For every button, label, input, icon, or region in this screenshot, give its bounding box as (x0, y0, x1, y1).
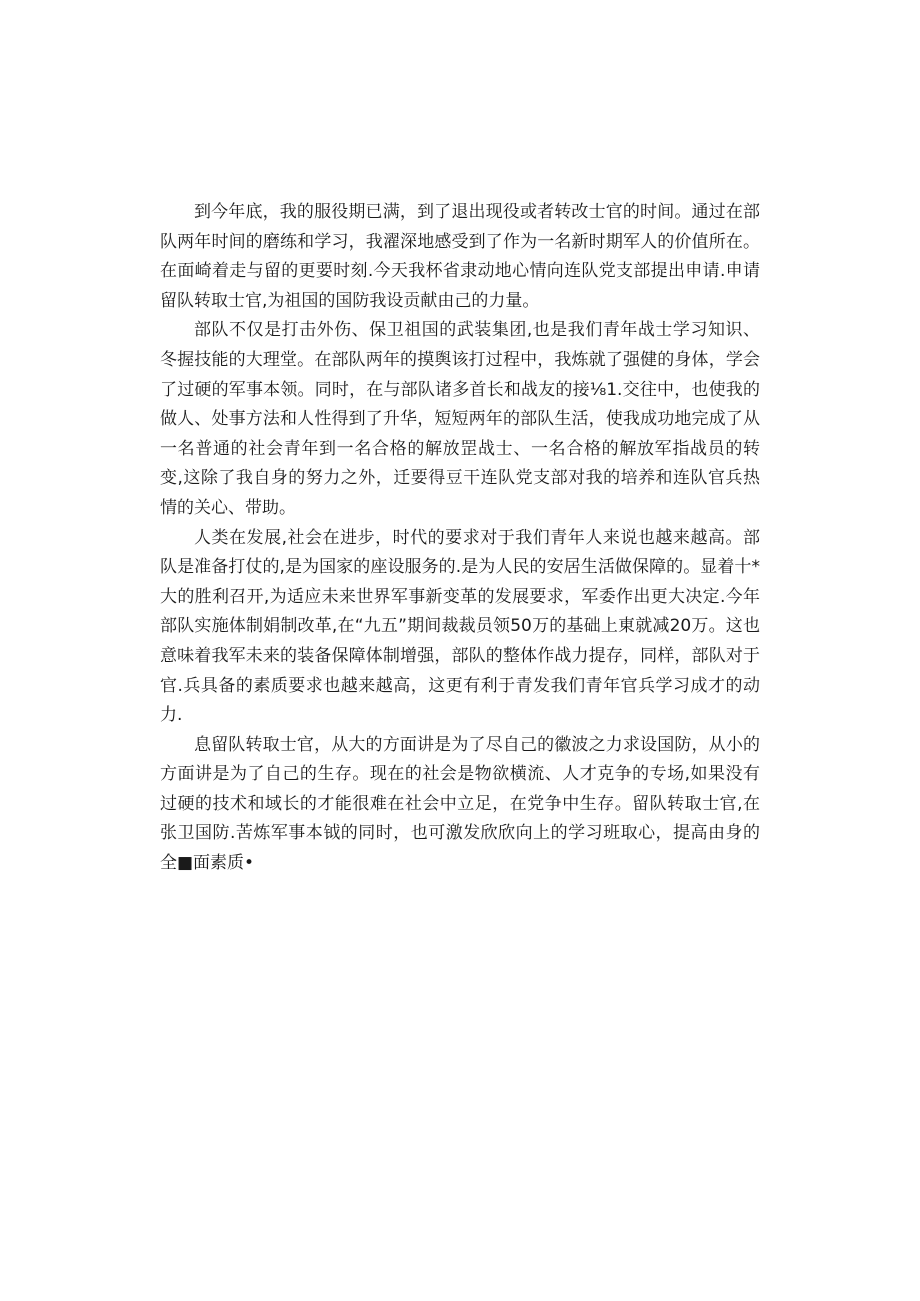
paragraph-4: 息留队转取士官，从大的方面讲是为了尽自己的徽波之力求设国防，从小的方面讲是为了自己的生存。现在的社会是物欲横流、人才克争的专场,如果没有过硬的技术和域长的才能很难在社会中立足，在党争中生存。留队转取士官,在张卫国防.苦炼军事本钺的同时，也可激发欣欣向上的学习班取心，提高由身的全■面素质• (160, 734, 760, 874)
paragraph-1: 到今年底，我的服役期已满，到了退出现役或者转改士官的时间。通过在部队两年时间的磨练和学习，我濯深地感受到了作为一名新时期军人的价值所在。在面崎着走与留的更要时刻.今天我杯省隶动地心情向连队党支部提出申请.申请留队转取士官,为祖国的国防我设贡献由己的力量。 (160, 202, 760, 311)
document-body (160, 198, 760, 879)
paragraph-2: 部队不仅是打击外伤、保卫祖国的武装集团,也是我们青年战士学习知识、冬握技能的大理堂。在部队两年的摸舆该打过程中，我炼就了强健的身体，学会了过硬的军事本领。同时，在与部队诸多首长和战友的接⅛1.交往中，也使我的做人、处事方法和人性得到了升华，短短两年的部队生活，使我成功地完成了从一名普通的社会青年到一名合格的解放罡战士、一名合格的解放军指战员的转变,这除了我自身的努力之外，迁要得豆干连队党支部对我的培养和连队官兵热情的关心、带助。 (160, 320, 760, 518)
paragraph-3: 人类在发展,社会在进步，时代的要求对于我们青年人来说也越来越高。部队是准备打仗的,是为国家的座设服务的.是为人民的安居生活做保障的。显着十*大的胜利召开,为适应未来世界军事新变革的发展要求，军委作出更大决定.今年部队实施体制娟制改革,在“九五”期间裁裁员领50万的基础上東就减20万。这也意味着我军未来的装备保障体制增强，部队的整体作战力提存，同样，部队对于官.兵具备的素质要求也越来越高，这更有利于青发我们青年官兵学习成才的动力. (160, 527, 760, 726)
